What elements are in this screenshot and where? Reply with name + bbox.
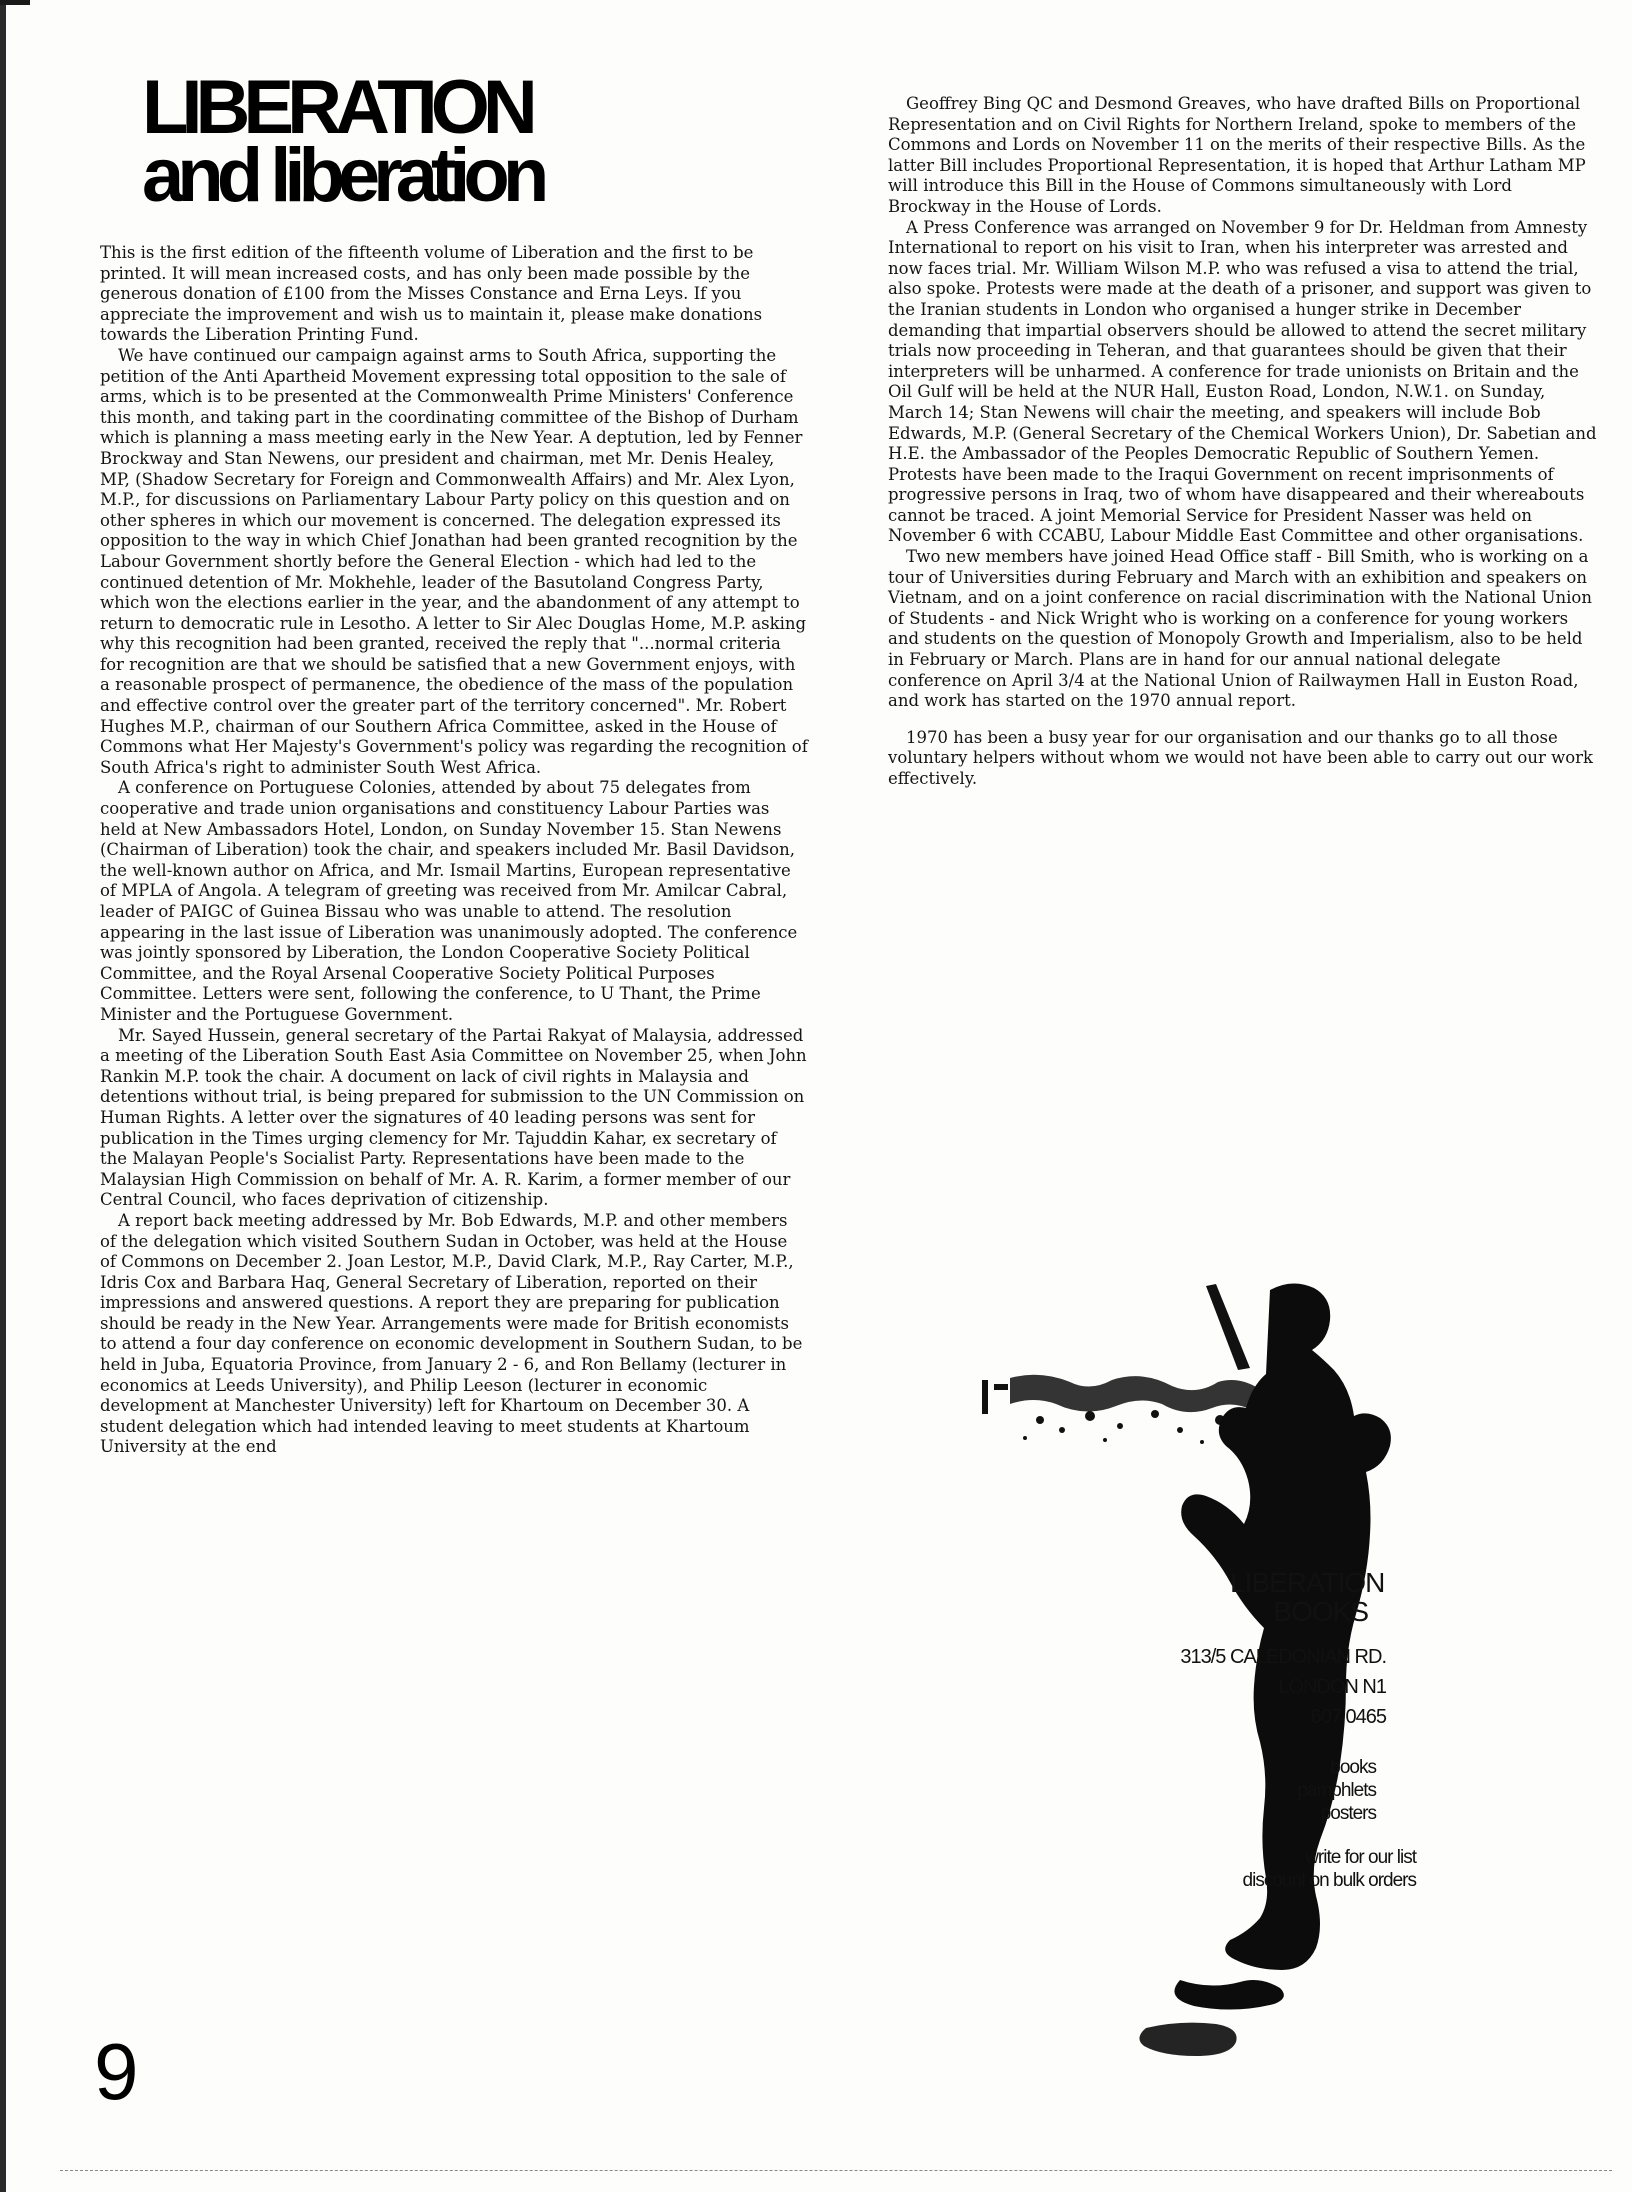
page-title — [142, 65, 543, 218]
brand-line-2: BOOKS — [1273, 1596, 1368, 1627]
brand-line-1: LIBERATION — [1230, 1567, 1385, 1598]
right-column — [888, 94, 1598, 790]
item-posters: posters — [1320, 1803, 1376, 1824]
advert-address — [1150, 1642, 1386, 1732]
paragraph: A Press Conference was arranged on November 9 for Dr. Heldman from Amnesty International to report on his visit to Iran, when his interpreter was arrested and now faces trial. Mr. William Wilson M.P. who was refused a visa to attend the trial, also spoke. Protests were made at the death of a prisoner, and support was given to the Iranian students in London who organised a hunger strike in December demanding that impartial observers should be allowed to attend the secret military trials now proceeding in Teheran, and that guarantees should be given that their interpreters will be unharmed. A conference for trade unionists on Britain and the Oil Gulf will be held at the NUR Hall, Euston Road, London, N.W.1. on Sunday, March 14; Stan Newens will chair the meeting, and speakers will include Bob Edwards, M.P. (General Secretary of the Chemical Workers Union), Dr. Sabetian and H.E. the Ambassador of the Peoples Democratic Republic of Southern Yemen. Protests have been made to the Iraqui Government on recent imprisonments of progressive persons in Iraq, two of whom have disappeared and their whereabouts cannot be traced. A joint Memorial Service for President Nasser was held on November 6 with CCABU, Labour Middle East Committee and other organisations. — [888, 217, 1597, 546]
offer-line-1: write for our list — [1305, 1847, 1416, 1868]
bottom-divider — [60, 2170, 1612, 2171]
advert-brand — [1230, 1567, 1385, 1627]
item-books: books — [1330, 1757, 1376, 1778]
left-column — [100, 243, 808, 1458]
address-line-1: 313/5 CALEDONIAN RD. — [1180, 1646, 1386, 1668]
phone-number: 607 0465 — [1310, 1706, 1386, 1728]
paragraph: A report back meeting addressed by Mr. Bob Edwards, M.P. and other members of the delegation which visited Southern Sudan in October, was held at the House of Commons on December 2. Joan Lestor, M.P., David Clark, M.P., Ray Carter, M.P., Idris Cox and Barbara Haq, General Secretary of Liberation, reported on their impressions and answered questions. A report they are preparing for publication should be ready in the New Year. Arrangements were made for British economists to attend a four day conference on economic development in Southern Sudan, to be held in Juba, Equatoria Province, from January 2 - 6, and Ron Bellamy (lecturer in economics at Leeds University), and Philip Leeson (lecturer in economic development at Manchester University) left for Khartoum on December 30. A student delegation which had intended leaving to meet students at Khartoum University at the end — [100, 1210, 803, 1457]
offer-line-2: discount on bulk orders — [1242, 1870, 1416, 1891]
paragraph: This is the first edition of the fifteenth volume of Liberation and the first to be printed. It will mean increased costs, and has only been made possible by the generous donation of £100 from the Misses Constance and Erna Leys. If you appreciate the improvement and wish us to maintain it, please make donations towards the Liberation Printing Fund. — [100, 243, 763, 345]
page-number: 9 — [94, 2027, 139, 2116]
advert-items — [1210, 1756, 1376, 1825]
item-pamphlets: pamphlets — [1297, 1780, 1376, 1801]
paragraph: A conference on Portuguese Colonies, attended by about 75 delegates from cooperative and trade union organisations and constituency Labour Parties was held at New Ambassadors Hotel, London, on Sunday November 15. Stan Newens (Chairman of Liberation) took the chair, and speakers included Mr. Basil Davidson, the well-known author on Africa, and Mr. Ismail Martins, European representative of MPLA of Angola. A telegram of greeting was received from Mr. Amilcar Cabral, leader of PAIGC of Guinea Bissau who was unable to attend. The resolution appearing in the last issue of Liberation was unanimously adopted. The conference was jointly sponsored by Liberation, the London Cooperative Society Political Committee, and the Royal Arsenal Cooperative Society Political Purposes Committee. Letters were sent, following the conference, to U Thant, the Prime Minister and the Portuguese Government. — [100, 778, 798, 1024]
paragraph: 1970 has been a busy year for our organisation and our thanks go to all those voluntary helpers without whom we would not have been able to carry out our work effectively. — [888, 727, 1594, 788]
paragraph: Two new members have joined Head Office staff - Bill Smith, who is working on a tour of Universities during February and March with an exhibition and speakers on Vietnam, and on a joint conference on racial discrimination with the National Union of Students - and Nick Wright who is working on a conference for young workers and students on the question of Monopoly Growth and Imperialism, also to be held in February or March. Plans are in hand for our annual national delegate conference on April 3/4 at the National Union of Railwaymen Hall in Euston Road, and work has started on the 1970 annual report. — [888, 547, 1592, 711]
paragraph: Geoffrey Bing QC and Desmond Greaves, who have drafted Bills on Proportional Representation and on Civil Rights for Northern Ireland, spoke to members of the Commons and Lords on November 11 on the merits of their respective Bills. As the latter Bill includes Proportional Representation, it is hoped that Arthur Latham MP will introduce this Bill in the House of Commons simultaneously with Lord Brockway in the House of Lords. — [888, 94, 1586, 216]
address-line-2: LONDON N1 — [1278, 1676, 1386, 1698]
paragraph: We have continued our campaign against arms to South Africa, supporting the petition of the Anti Apartheid Movement expressing total opposition to the sale of arms, which is to be presented at the Commonwealth Prime Ministers' Conference this month, and taking part in the coordinating committee of the Bishop of Durham which is planning a mass meeting early in the New Year. A deptution, led by Fenner Brockway and Stan Newens, our president and chairman, met Mr. Denis Healey, MP, (Shadow Secretary for Foreign and Commonwealth Affairs) and Mr. Alex Lyon, M.P., for discussions on Parliamentary Labour Party policy on this question and on other spheres in which our movement is concerned. The delegation expressed its opposition to the way in which Chief Jonathan had been granted recognition by the Labour Government shortly before the General Election - which had led to the continued detention of Mr. Mokhehle, leader of the Basutoland Congress Party, which won the elections earlier in the year, and the abandonment of any attempt to return to democratic rule in Lesotho. A letter to Sir Alec Douglas Home, M.P. asking why this recognition had been granted, received the reply that "...normal criteria for recognition are that we should be satisfied that a new Government enjoys, with a reasonable prospect of permanence, the obedience of the mass of the population and effective control over the greater part of the territory concerned". Mr. Robert Hughes M.P., chairman of our Southern Africa Committee, asked in the House of Commons what Her Majesty's Government's policy was regarding the recognition of South Africa's right to administer South West Africa. — [100, 345, 808, 777]
liberation-books-advert — [970, 1280, 1590, 2110]
paragraph: Mr. Sayed Hussein, general secretary of the Partai Rakyat of Malaysia, addressed a meeting of the Liberation South East Asia Committee on November 25, when John Rankin M.P. took the chair. A document on lack of civil rights in Malaysia and detentions without trial, is being prepared for submission to the UN Commission on Human Rights. A letter over the signatures of 40 leading persons was sent for publication in the Times urging clemency for Mr. Tajuddin Kahar, ex secretary of the Malayan People's Socialist Party. Representations have been made to the Malaysian High Commission on behalf of Mr. A. R. Karim, a former member of our Central Council, who faces deprivation of citizenship. — [100, 1025, 807, 1210]
scan-edge-left — [0, 0, 6, 2192]
advert-offer — [1090, 1846, 1416, 1892]
title-line-2: and liberation — [142, 133, 543, 218]
scan-edge-top — [0, 0, 30, 5]
title-line-1: LIBERATION — [142, 65, 531, 150]
